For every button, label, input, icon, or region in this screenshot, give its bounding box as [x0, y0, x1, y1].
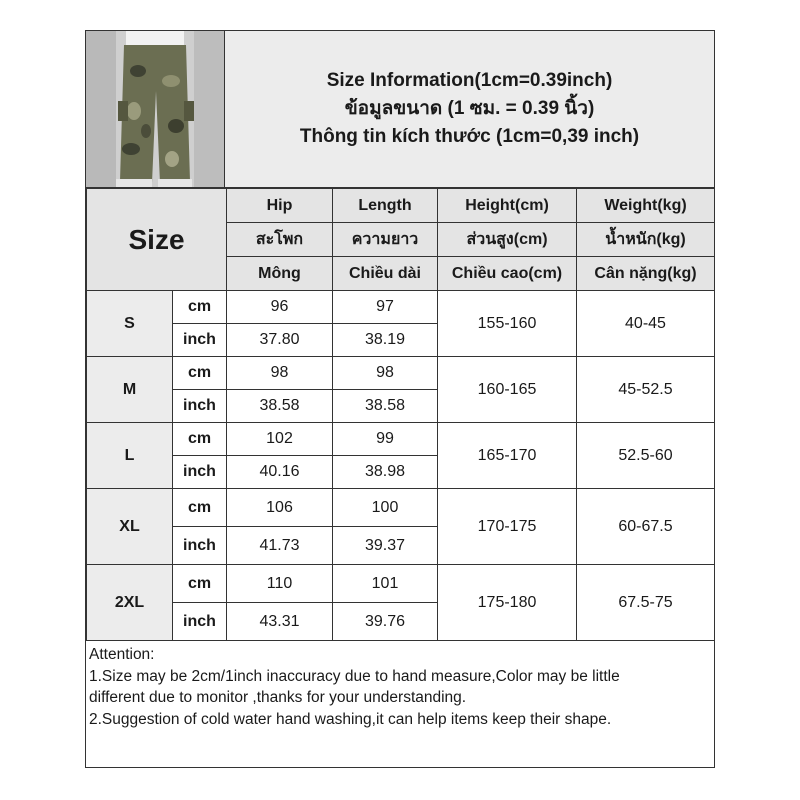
- size-label-l: L: [87, 423, 173, 489]
- attention-note-2: 2.Suggestion of cold water hand washing,it can help items keep their shape.: [89, 710, 612, 728]
- hip-header-en: Hip: [227, 189, 333, 223]
- length-inch-value: 39.37: [333, 527, 438, 565]
- unit-cm: cm: [173, 291, 227, 324]
- header-title-english: Size Information(1cm=0.39inch): [326, 70, 613, 91]
- length-inch-value: 38.19: [333, 324, 438, 357]
- unit-inch: inch: [173, 390, 227, 423]
- attention-title: Attention:: [89, 646, 155, 663]
- unit-cm: cm: [173, 423, 227, 456]
- weight-range: 40-45: [577, 291, 715, 357]
- hip-header-vi: Mông: [227, 257, 333, 291]
- hip-cm-value: 96: [227, 291, 333, 324]
- unit-inch: inch: [173, 324, 227, 357]
- hip-inch-value: 38.58: [227, 390, 333, 423]
- length-header-en: Length: [333, 189, 438, 223]
- size-column-header: Size: [87, 189, 227, 291]
- weight-range: 60-67.5: [577, 489, 715, 565]
- product-photo: [86, 31, 225, 188]
- unit-cm: cm: [173, 357, 227, 390]
- weight-header-vi: Cân nặng(kg): [577, 257, 715, 291]
- height-range: 160-165: [438, 357, 577, 423]
- hip-cm-value: 98: [227, 357, 333, 390]
- header-title-vietnamese: Thông tin kích thước (1cm=0,39 inch): [299, 126, 640, 147]
- attention-note-1: 1.Size may be 2cm/1inch inaccuracy due to hand measure,Color may be little: [89, 667, 620, 685]
- length-inch-value: 38.98: [333, 456, 438, 489]
- attention-notes: [89, 644, 709, 730]
- length-header-th: ความยาว: [333, 223, 438, 257]
- length-cm-value: 97: [333, 291, 438, 324]
- size-label-xl: XL: [87, 489, 173, 565]
- attention-note-1-continued: different due to monitor ,thanks for your understanding.: [89, 689, 467, 706]
- size-information-header: [225, 31, 714, 188]
- header-title-thai: ข้อมูลขนาด (1 ซม. = 0.39 นิ้ว): [344, 98, 595, 119]
- height-header-th: ส่วนสูง(cm): [438, 223, 577, 257]
- unit-cm: cm: [173, 565, 227, 603]
- size-label-s: S: [87, 291, 173, 357]
- hip-cm-value: 102: [227, 423, 333, 456]
- camo-pants-photo: [86, 31, 224, 187]
- length-header-vi: Chiều dài: [333, 257, 438, 291]
- weight-range: 67.5-75: [577, 565, 715, 641]
- height-header-en: Height(cm): [438, 189, 577, 223]
- hip-inch-value: 37.80: [227, 324, 333, 357]
- weight-header-th: น้ำหนัก(kg): [577, 223, 715, 257]
- weight-range: 45-52.5: [577, 357, 715, 423]
- height-header-vi: Chiều cao(cm): [438, 257, 577, 291]
- unit-inch: inch: [173, 603, 227, 641]
- hip-cm-value: 106: [227, 489, 333, 527]
- length-cm-value: 99: [333, 423, 438, 456]
- hip-inch-value: 41.73: [227, 527, 333, 565]
- length-cm-value: 98: [333, 357, 438, 390]
- hip-inch-value: 40.16: [227, 456, 333, 489]
- hip-cm-value: 110: [227, 565, 333, 603]
- length-inch-value: 39.76: [333, 603, 438, 641]
- unit-cm: cm: [173, 489, 227, 527]
- size-label-m: M: [87, 357, 173, 423]
- height-range: 175-180: [438, 565, 577, 641]
- height-range: 155-160: [438, 291, 577, 357]
- unit-inch: inch: [173, 527, 227, 565]
- weight-header-en: Weight(kg): [577, 189, 715, 223]
- weight-range: 52.5-60: [577, 423, 715, 489]
- hip-header-th: สะโพก: [227, 223, 333, 257]
- unit-inch: inch: [173, 456, 227, 489]
- length-cm-value: 101: [333, 565, 438, 603]
- hip-inch-value: 43.31: [227, 603, 333, 641]
- size-table: [86, 188, 715, 641]
- size-label-2xl: 2XL: [87, 565, 173, 641]
- length-cm-value: 100: [333, 489, 438, 527]
- height-range: 170-175: [438, 489, 577, 565]
- height-range: 165-170: [438, 423, 577, 489]
- length-inch-value: 38.58: [333, 390, 438, 423]
